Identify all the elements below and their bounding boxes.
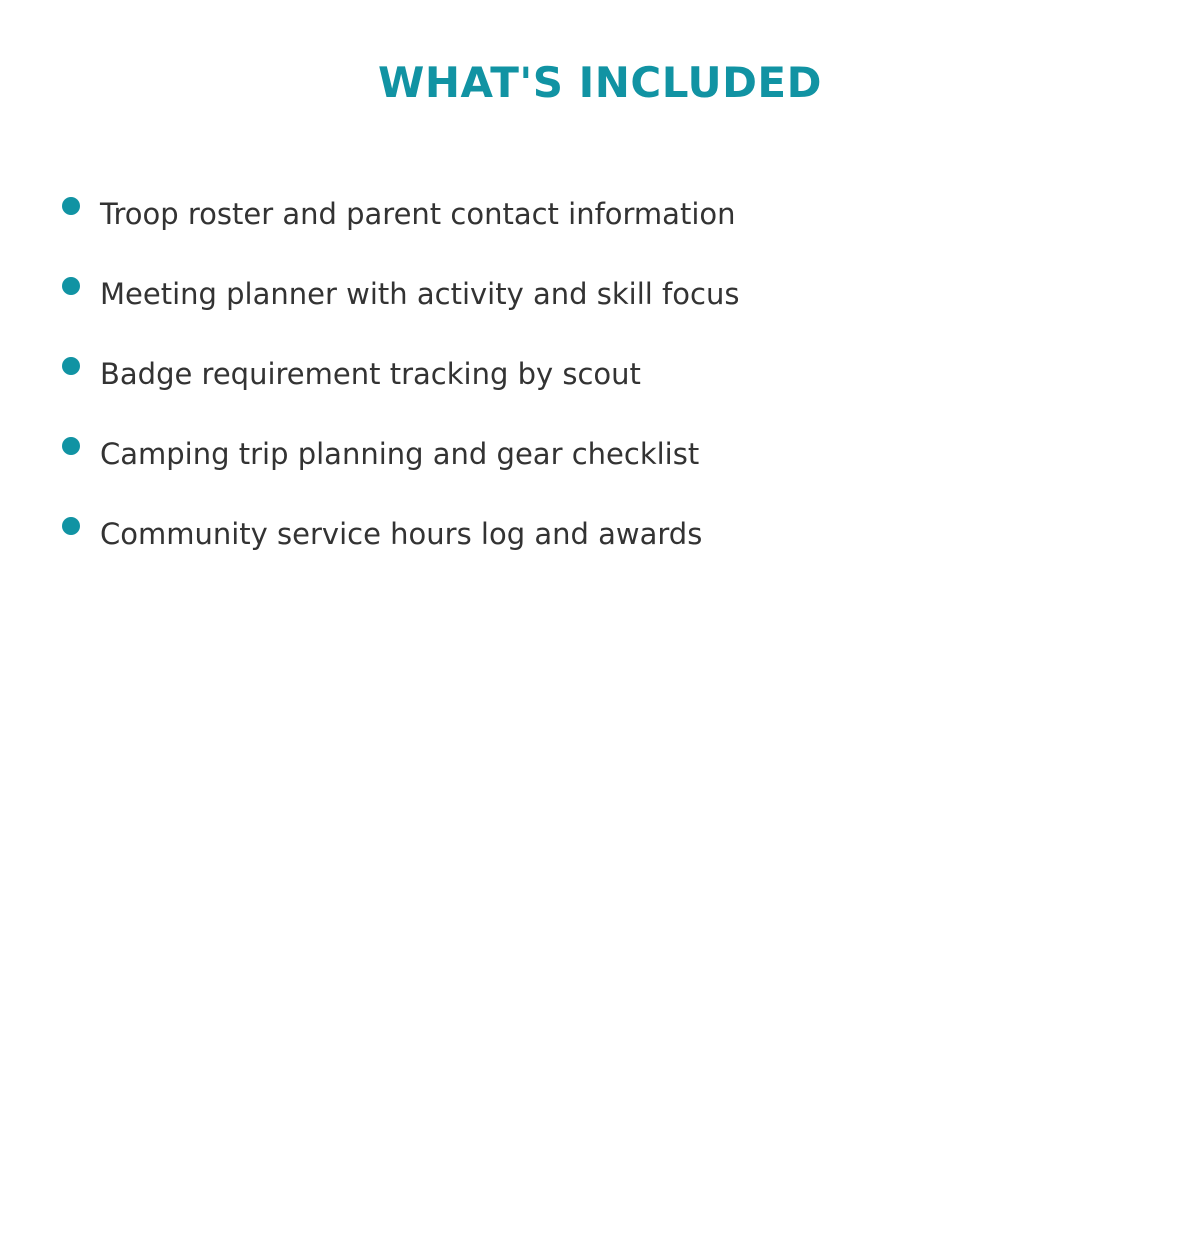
list-item: [62, 436, 1200, 472]
included-list: [62, 196, 1200, 552]
bullet-icon: [62, 197, 80, 215]
list-item-label: Meeting planner with activity and skill focus: [100, 277, 740, 312]
list-item: [62, 516, 1200, 552]
list-item: [62, 356, 1200, 392]
list-item: [62, 276, 1200, 312]
bullet-icon: [62, 277, 80, 295]
list-item-label: Troop roster and parent contact information: [100, 197, 736, 232]
bullet-icon: [62, 357, 80, 375]
list-item-label: Camping trip planning and gear checklist: [100, 437, 700, 472]
bullet-icon: [62, 517, 80, 535]
list-item: [62, 196, 1200, 232]
list-item-label: Community service hours log and awards: [100, 517, 703, 552]
list-item-label: Badge requirement tracking by scout: [100, 357, 641, 392]
page-title: WHAT'S INCLUDED: [378, 58, 822, 107]
bullet-icon: [62, 437, 80, 455]
